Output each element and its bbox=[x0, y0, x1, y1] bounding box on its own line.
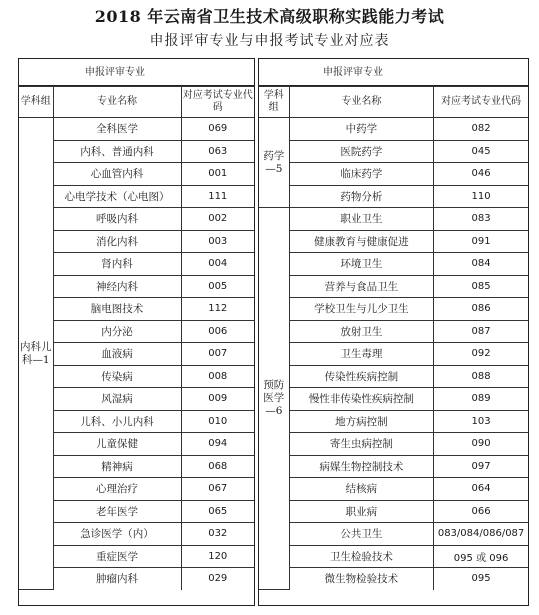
exam-code: 001 bbox=[181, 163, 254, 186]
table-row bbox=[259, 500, 528, 523]
exam-code: 004 bbox=[181, 253, 254, 276]
specialty-name: 急诊医学（内） bbox=[53, 523, 181, 546]
specialty-name: 病媒生物控制技术 bbox=[289, 455, 434, 478]
exam-code: 066 bbox=[434, 500, 528, 523]
specialty-name: 放射卫生 bbox=[289, 320, 434, 343]
specialty-name: 呼吸内科 bbox=[53, 208, 181, 231]
specialty-name: 精神病 bbox=[53, 455, 181, 478]
exam-code: 097 bbox=[434, 455, 528, 478]
specialty-name: 健康教育与健康促进 bbox=[289, 230, 434, 253]
specialty-name: 老年医学 bbox=[53, 500, 181, 523]
table-row bbox=[19, 433, 254, 456]
exam-code: 087 bbox=[434, 320, 528, 343]
specialty-name: 地方病控制 bbox=[289, 410, 434, 433]
exam-code: 009 bbox=[181, 388, 254, 411]
exam-code: 112 bbox=[181, 298, 254, 321]
specialty-name: 儿童保健 bbox=[53, 433, 181, 456]
exam-code: 110 bbox=[434, 185, 528, 208]
table-row bbox=[19, 410, 254, 433]
table-row bbox=[19, 163, 254, 186]
table-row bbox=[259, 185, 528, 208]
exam-code: 103 bbox=[434, 410, 528, 433]
right-table bbox=[259, 86, 528, 590]
table-row bbox=[19, 500, 254, 523]
left-table-header-row bbox=[19, 87, 254, 118]
table-row bbox=[259, 320, 528, 343]
specialty-name: 传染病 bbox=[53, 365, 181, 388]
table-row bbox=[259, 545, 528, 568]
table-row bbox=[19, 388, 254, 411]
specialty-name: 神经内科 bbox=[53, 275, 181, 298]
exam-code: 095 或 096 bbox=[434, 545, 528, 568]
table-row bbox=[19, 140, 254, 163]
specialty-name: 心理治疗 bbox=[53, 478, 181, 501]
specialty-name: 学校卫生与儿少卫生 bbox=[289, 298, 434, 321]
exam-code: 069 bbox=[181, 118, 254, 141]
group-pharmacy: 药学—5 bbox=[259, 118, 289, 208]
table-row bbox=[259, 275, 528, 298]
exam-code: 032 bbox=[181, 523, 254, 546]
specialty-name: 传染性疾病控制 bbox=[289, 365, 434, 388]
exam-code: 045 bbox=[434, 140, 528, 163]
table-row bbox=[19, 523, 254, 546]
exam-code: 111 bbox=[181, 185, 254, 208]
column-header-group: 学科组 bbox=[259, 87, 289, 118]
specialty-name: 微生物检验技术 bbox=[289, 568, 434, 590]
specialty-name: 卫生检验技术 bbox=[289, 545, 434, 568]
left-panel-header: 申报评审专业 bbox=[19, 59, 254, 86]
exam-code: 086 bbox=[434, 298, 528, 321]
table-row bbox=[259, 388, 528, 411]
specialty-name: 消化内科 bbox=[53, 230, 181, 253]
table-row bbox=[19, 253, 254, 276]
left-table-body bbox=[19, 118, 254, 590]
exam-code: 084 bbox=[434, 253, 528, 276]
specialty-name: 环境卫生 bbox=[289, 253, 434, 276]
specialty-name: 心电学技术（心电图） bbox=[53, 185, 181, 208]
table-row bbox=[259, 163, 528, 186]
column-header-name: 专业名称 bbox=[53, 87, 181, 118]
exam-code: 092 bbox=[434, 343, 528, 366]
exam-code: 089 bbox=[434, 388, 528, 411]
table-row bbox=[259, 478, 528, 501]
exam-code: 029 bbox=[181, 568, 254, 590]
specialty-name: 内分泌 bbox=[53, 320, 181, 343]
exam-code: 007 bbox=[181, 343, 254, 366]
right-table-body bbox=[259, 118, 528, 590]
specialty-name: 卫生毒理 bbox=[289, 343, 434, 366]
table-row bbox=[259, 568, 528, 590]
table-row bbox=[259, 523, 528, 546]
table-row bbox=[19, 118, 254, 141]
right-panel-header: 申报评审专业 bbox=[259, 59, 528, 86]
specialty-name: 寄生虫病控制 bbox=[289, 433, 434, 456]
table-row bbox=[259, 118, 528, 141]
left-panel bbox=[18, 58, 255, 606]
table-row bbox=[259, 433, 528, 456]
exam-code: 005 bbox=[181, 275, 254, 298]
specialty-name: 儿科、小儿内科 bbox=[53, 410, 181, 433]
exam-code: 083 bbox=[434, 208, 528, 231]
table-row bbox=[259, 298, 528, 321]
specialty-name: 慢性非传染性疾病控制 bbox=[289, 388, 434, 411]
exam-code: 010 bbox=[181, 410, 254, 433]
specialty-name: 肾内科 bbox=[53, 253, 181, 276]
exam-code: 120 bbox=[181, 545, 254, 568]
exam-code: 006 bbox=[181, 320, 254, 343]
table-row bbox=[259, 140, 528, 163]
table-row bbox=[259, 208, 528, 231]
specialty-name: 职业卫生 bbox=[289, 208, 434, 231]
column-header-group: 学科组 bbox=[19, 87, 53, 118]
exam-code: 083/084/086/087 bbox=[434, 523, 528, 546]
table-row bbox=[19, 320, 254, 343]
exam-code: 082 bbox=[434, 118, 528, 141]
exam-code: 002 bbox=[181, 208, 254, 231]
specialty-name: 结核病 bbox=[289, 478, 434, 501]
specialty-name: 药物分析 bbox=[289, 185, 434, 208]
specialty-name: 重症医学 bbox=[53, 545, 181, 568]
table-row bbox=[259, 365, 528, 388]
table-row bbox=[259, 253, 528, 276]
table-row bbox=[259, 343, 528, 366]
table-row bbox=[259, 410, 528, 433]
exam-code: 064 bbox=[434, 478, 528, 501]
exam-code: 003 bbox=[181, 230, 254, 253]
column-header-name: 专业名称 bbox=[289, 87, 434, 118]
specialty-name: 职业病 bbox=[289, 500, 434, 523]
table-row bbox=[259, 455, 528, 478]
exam-code: 088 bbox=[434, 365, 528, 388]
specialty-name: 医院药学 bbox=[289, 140, 434, 163]
table-row bbox=[19, 298, 254, 321]
group-preventive-medicine: 预防医学—6 bbox=[259, 208, 289, 590]
exam-code: 063 bbox=[181, 140, 254, 163]
group-internal-pediatrics: 内科儿科—1 bbox=[19, 118, 53, 590]
specialty-name: 脑电图技术 bbox=[53, 298, 181, 321]
table-row bbox=[19, 365, 254, 388]
table-row bbox=[19, 343, 254, 366]
specialty-name: 内科、普通内科 bbox=[53, 140, 181, 163]
exam-code: 008 bbox=[181, 365, 254, 388]
document-title: 2018 年云南省卫生技术高级职称实践能力考试 bbox=[94, 7, 445, 26]
exam-code: 046 bbox=[434, 163, 528, 186]
specialty-name: 中药学 bbox=[289, 118, 434, 141]
table-row bbox=[19, 208, 254, 231]
specialty-name: 公共卫生 bbox=[289, 523, 434, 546]
exam-code: 090 bbox=[434, 433, 528, 456]
specialty-name: 心血管内科 bbox=[53, 163, 181, 186]
table-row bbox=[259, 230, 528, 253]
table-row bbox=[19, 275, 254, 298]
specialty-name: 肿瘤内科 bbox=[53, 568, 181, 590]
exam-code: 065 bbox=[181, 500, 254, 523]
table-row bbox=[19, 478, 254, 501]
column-header-code: 对应考试专业代码 bbox=[434, 87, 528, 118]
exam-code: 095 bbox=[434, 568, 528, 590]
table-row bbox=[19, 568, 254, 590]
exam-code: 085 bbox=[434, 275, 528, 298]
right-table-header-row bbox=[259, 87, 528, 118]
table-row bbox=[19, 230, 254, 253]
table-row bbox=[19, 185, 254, 208]
left-table bbox=[19, 86, 254, 590]
specialty-name: 风湿病 bbox=[53, 388, 181, 411]
exam-code: 068 bbox=[181, 455, 254, 478]
specialty-name: 临床药学 bbox=[289, 163, 434, 186]
document-subtitle: 申报评审专业与申报考试专业对应表 bbox=[149, 33, 390, 49]
column-header-code: 对应考试专业代码 bbox=[181, 87, 254, 118]
table-row bbox=[19, 455, 254, 478]
specialty-name: 血液病 bbox=[53, 343, 181, 366]
specialty-name: 全科医学 bbox=[53, 118, 181, 141]
right-panel bbox=[258, 58, 529, 606]
specialty-name: 营养与食品卫生 bbox=[289, 275, 434, 298]
exam-code: 067 bbox=[181, 478, 254, 501]
exam-code: 094 bbox=[181, 433, 254, 456]
table-row bbox=[19, 545, 254, 568]
exam-code: 091 bbox=[434, 230, 528, 253]
